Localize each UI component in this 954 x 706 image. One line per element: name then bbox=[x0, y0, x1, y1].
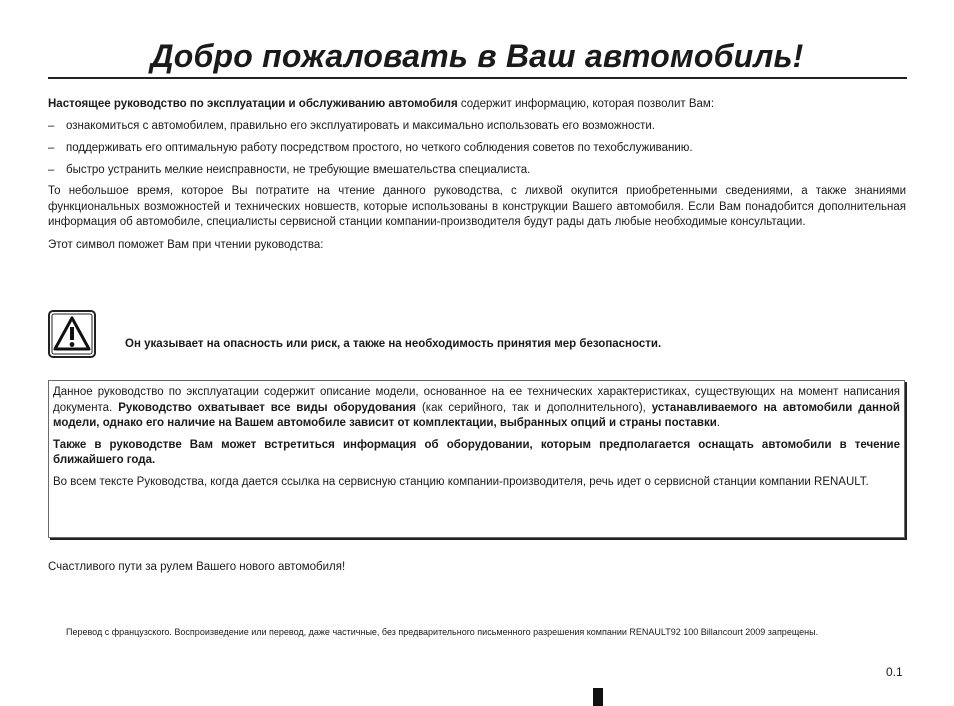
list-item bbox=[48, 118, 906, 134]
closing-line: Счастливого пути за рулем Вашего нового автомобиля! bbox=[48, 561, 346, 573]
intro-rest: содержит информацию, которая позволит Вам: bbox=[457, 98, 715, 110]
dash-mark: – bbox=[48, 120, 55, 132]
page-number: 0.1 bbox=[886, 665, 903, 679]
warning-triangle-icon bbox=[48, 310, 96, 358]
symbol-intro: Этот символ поможет Вам при чтении руководства: bbox=[48, 238, 324, 251]
notice-text: Данное руководство по эксплуатации содержит описание модели, основанное на ее технических характеристиках, существующих на момент написания документа. bbox=[53, 386, 900, 414]
list-item bbox=[48, 162, 906, 178]
notice-text: (как серийного, так и дополнительного), bbox=[416, 401, 652, 414]
dash-mark: – bbox=[48, 164, 55, 176]
dash-mark: – bbox=[48, 142, 55, 154]
intro-bold-lead: Настоящее руководство по эксплуатации и обслуживанию автомобиля bbox=[48, 98, 458, 110]
copyright-footnote: Перевод с французского. Воспроизведение или перевод, даже частичные, без предварительного письменного разрешения компании RENAULT92 100 Billancourt 2009 запрещены. bbox=[66, 627, 819, 637]
intro-paragraph bbox=[48, 96, 906, 112]
page-edge-marker bbox=[593, 688, 603, 706]
warning-legend bbox=[48, 310, 906, 360]
notice-paragraph bbox=[53, 385, 900, 432]
notice-bold: Также в руководстве Вам может встретиться информация об оборудовании, которым предполагается оснащать автомобили в течение ближайшего года. bbox=[53, 438, 900, 466]
notice-paragraph: Во всем тексте Руководства, когда дается ссылка на сервисную станцию компании-производителя, речь идет о сервисной станции компании RENAULT. bbox=[53, 475, 869, 488]
title-divider bbox=[48, 77, 907, 79]
list-item-text: быстро устранить мелкие неисправности, не требующие вмешательства специалиста. bbox=[66, 164, 531, 176]
notice-paragraph-bold bbox=[53, 438, 900, 469]
warning-description: Он указывает на опасность или риск, а также на необходимость принятия мер безопасности. bbox=[125, 338, 662, 350]
notice-box bbox=[48, 380, 905, 538]
intro-section bbox=[48, 96, 906, 253]
notice-bold: устанавливаемого на автомобили данной модели, однако его наличие на Вашем автомобиле зависит от комплектации, выбранных опций и страны поставки bbox=[53, 401, 900, 429]
notice-bold: Руководство охватывает все виды оборудования bbox=[118, 401, 417, 414]
list-item-text: поддерживать его оптимальную работу посредством простого, но четкого соблюдения советов по техобслуживанию. bbox=[66, 142, 693, 154]
body-paragraph: То небольшое время, которое Вы потратите на чтение данного руководства, с лихвой окупится приобретенными сведениями, а также знаниями функциональных возможностей и технических новшеств, которые использованы в конструкции Вашего автомобиля. Если Вам понадобится дополнительная информация об автомобиле, специалисты сервисной станции компании-производителя будут рады дать любые необходимые консультации. bbox=[48, 185, 906, 228]
page-title: Добро пожаловать в Ваш автомобиль! bbox=[150, 38, 804, 74]
list-item-text: ознакомиться с автомобилем, правильно его эксплуатировать и максимально использовать его возможности. bbox=[66, 120, 655, 132]
notice-text: . bbox=[716, 417, 720, 429]
list-item bbox=[48, 140, 906, 156]
